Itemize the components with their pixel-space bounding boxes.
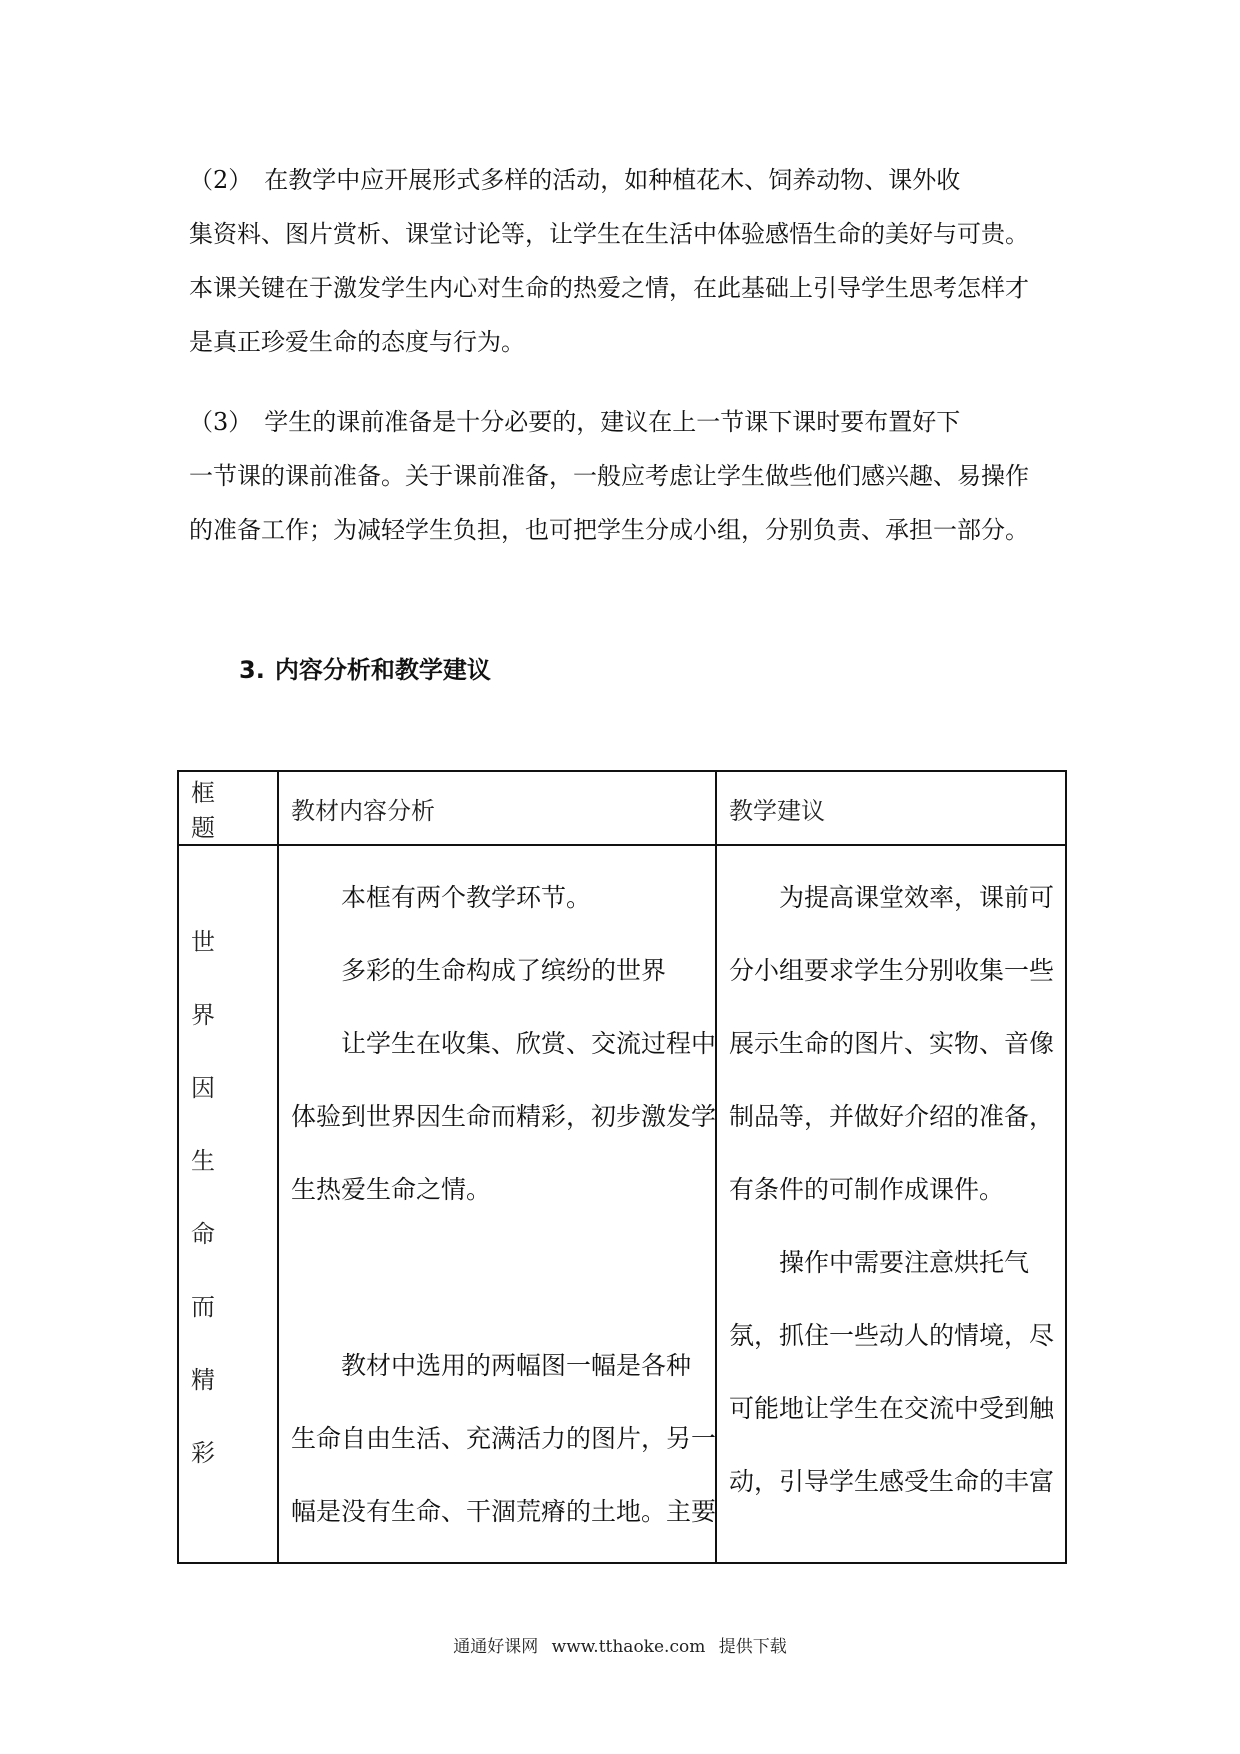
paragraph-line: 一节课的课前准备。关于课前准备，一般应考虑让学生做些他们感兴趣、易操作 [189,462,1029,490]
title-char: 因 [191,1074,215,1102]
cell-line: 多彩的生命构成了缤纷的世界 [291,956,667,985]
cell-line: 可能地让学生在交流中受到触 [729,1394,1055,1423]
paragraph-line: （2） 在教学中应开展形式多样的活动，如种植花木、饲养动物、课外收 [189,166,961,194]
header-content-analysis: 教材内容分析 [278,771,716,845]
paragraph-line: 集资料、图片赏析、课堂讨论等，让学生在生活中体验感悟生命的美好与可贵。 [189,220,1029,248]
cell-line: 本框有两个教学环节。 [291,883,592,912]
paragraph-line: 是真正珍爱生命的态度与行为。 [189,328,525,356]
footer-site-name: 通通好课网 [453,1637,539,1657]
header-teaching-suggestion: 教学建议 [716,771,1066,845]
section-heading [239,650,491,685]
cell-line: 生命自由生活、充满活力的图片，另一 [291,1424,717,1453]
section-title: 内容分析和教学建议 [274,656,491,684]
paragraph-2 [189,153,1059,369]
cell-line: 制品等，并做好介绍的准备， [729,1102,1055,1131]
cell-line: 展示生命的图片、实物、音像 [729,1029,1055,1058]
section-number: 3. [239,656,265,684]
page-footer [0,1632,1240,1657]
cell-line: 生热爱生命之情。 [291,1175,492,1204]
footer-url[interactable]: www.tthaoke.com [551,1637,706,1657]
footer-note: 提供下载 [718,1637,787,1657]
spacer [291,1226,715,1329]
title-char: 精 [191,1366,215,1394]
cell-line: 体验到世界因生命而精彩，初步激发学 [291,1102,717,1131]
cell-line: 幅是没有生命、干涸荒瘠的土地。主要 [291,1497,717,1526]
frame-title-cell [178,845,278,1563]
header-frame-title: 框题 [178,771,278,845]
cell-line: 为提高课堂效率，课前可 [729,883,1055,912]
title-char: 而 [191,1293,215,1321]
teaching-suggestion-text [717,846,1065,1518]
cell-line: 操作中需要注意烘托气 [729,1248,1030,1277]
title-char: 彩 [191,1439,215,1467]
cell-line: 分小组要求学生分别收集一些 [729,956,1055,985]
paragraph-line: 的准备工作；为减轻学生负担，也可把学生分成小组，分别负责、承担一部分。 [189,516,1029,544]
table-row [178,845,1066,1563]
paragraph-3 [189,395,1059,557]
cell-line: 让学生在收集、欣赏、交流过程中 [291,1029,717,1058]
cell-line: 氛，抓住一些动人的情境，尽 [729,1321,1055,1350]
paragraph-line: （3） 学生的课前准备是十分必要的，建议在上一节课下课时要布置好下 [189,408,961,436]
cell-line: 动，引导学生感受生命的丰富 [729,1467,1055,1496]
cell-line: 教材中选用的两幅图一幅是各种 [291,1351,692,1380]
title-char: 命 [191,1220,215,1248]
title-char: 界 [191,1001,215,1029]
title-char: 世 [191,928,215,956]
title-char: 生 [191,1147,215,1175]
content-analysis-table [177,770,1067,1564]
paragraph-line: 本课关键在于激发学生内心对生命的热爱之情，在此基础上引导学生思考怎样才 [189,274,1029,302]
frame-title-vertical [179,846,277,1506]
teaching-suggestion-cell [716,845,1066,1563]
cell-line: 有条件的可制作成课件。 [729,1175,1005,1204]
content-analysis-text [279,846,715,1548]
table-header-row [178,771,1066,845]
content-analysis-cell [278,845,716,1563]
